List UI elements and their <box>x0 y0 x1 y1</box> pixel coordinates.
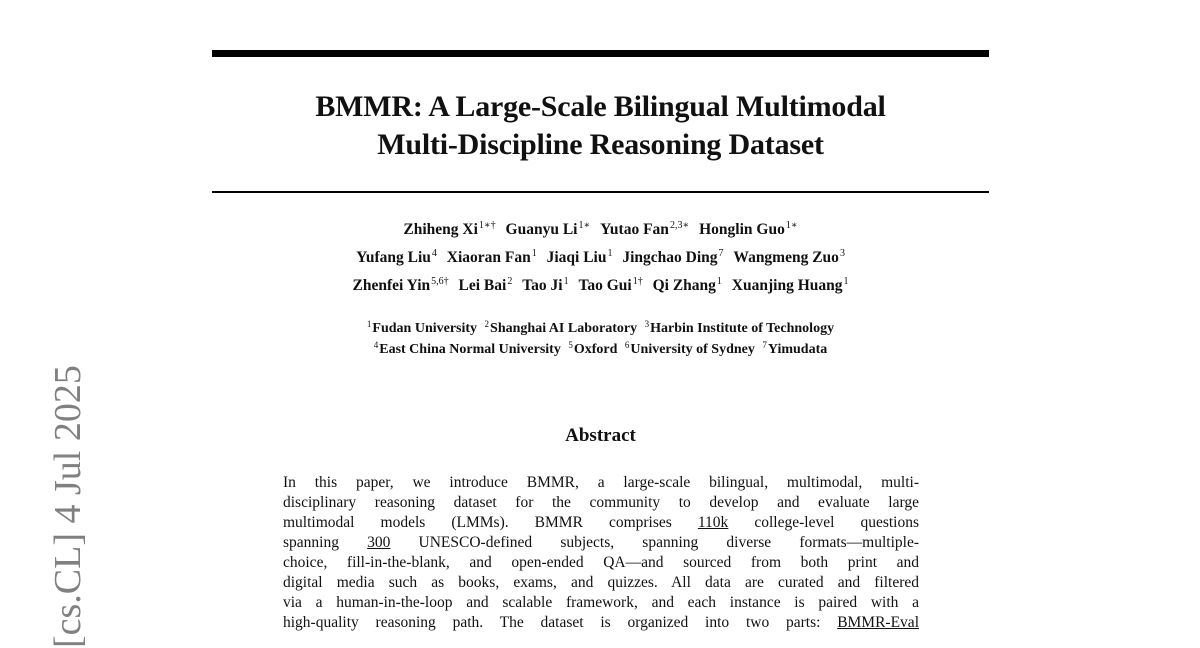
abstract-text: digital media such as books, exams, and quizzes. All data are curated and filtered <box>283 574 919 591</box>
author-name: Lei Bai <box>458 277 507 294</box>
author <box>622 249 723 266</box>
author-name: Yutao Fan <box>600 221 669 238</box>
arxiv-stamp: [cs.CL] 4 Jul 2025 <box>47 365 89 648</box>
abstract-text: UNESCO-defined subjects, spanning diverse formats—multiple- <box>390 534 919 551</box>
author-name: Jingchao Ding <box>622 249 718 266</box>
author-name: Xuanjing Huang <box>731 277 843 294</box>
affiliation <box>762 342 827 357</box>
author-affiliation-mark: 1∗ <box>578 220 591 231</box>
author-affiliation-mark: 7 <box>718 248 724 259</box>
author <box>600 221 689 238</box>
author <box>356 249 437 266</box>
author <box>732 277 849 294</box>
author-name: Zhiheng Xi <box>403 221 478 238</box>
author <box>403 221 495 238</box>
author <box>447 249 537 266</box>
affiliation-number: 3 <box>644 319 650 329</box>
affiliation-name: Fudan University <box>372 321 478 336</box>
abstract-text: choice, fill-in-the-blank, and open-ended QA—and sourced from both print and <box>283 554 919 571</box>
affiliation-name: Oxford <box>573 342 618 357</box>
author-affiliation-mark: 1 <box>716 276 722 287</box>
abstract-text: In this paper, we introduce BMMR, a large-scale bilingual, multimodal, multi- <box>283 474 919 491</box>
author <box>699 221 798 238</box>
title-line-2: Multi-Discipline Reasoning Dataset <box>377 128 824 161</box>
author-affiliation-mark: 1† <box>632 276 643 287</box>
author-affiliation-mark: 1 <box>563 276 569 287</box>
abstract-line <box>283 573 919 593</box>
title-line-1: BMMR: A Large-Scale Bilingual Multimodal <box>315 90 886 123</box>
author-affiliation-mark: 2,3∗ <box>669 220 690 231</box>
abstract-body <box>283 473 919 633</box>
abstract-heading: Abstract <box>565 425 636 446</box>
abstract-line <box>283 513 919 533</box>
author-name: Xiaoran Fan <box>446 249 531 266</box>
author-list <box>212 216 989 300</box>
author-affiliation-mark: 1 <box>843 276 849 287</box>
author-name: Tao Gui <box>578 277 632 294</box>
affiliation-name: University of Sydney <box>630 342 755 357</box>
affiliation-number: 5 <box>568 340 573 350</box>
affiliation-line <box>212 318 989 339</box>
abstract-text: disciplinary reasoning dataset for the community to develop and evaluate large <box>283 494 919 511</box>
abstract-line <box>283 593 919 613</box>
abstract-text: college-level questions <box>728 514 920 531</box>
author-name: Guanyu Li <box>505 221 578 238</box>
affiliation <box>568 342 617 357</box>
author-line <box>212 272 989 300</box>
author <box>733 249 845 266</box>
abstract-emphasis: BMMR-Eval <box>837 614 919 631</box>
affiliation <box>625 342 755 357</box>
affiliation-name: Harbin Institute of Technology <box>650 321 835 336</box>
author-name: Zhenfei Yin <box>352 277 431 294</box>
author-affiliation-mark: 1∗† <box>478 220 496 231</box>
abstract-text: via a human-in-the-loop and scalable framework, and each instance is paired with a <box>283 594 919 611</box>
author <box>547 249 613 266</box>
affiliation <box>645 321 834 336</box>
author-name: Wangmeng Zuo <box>733 249 839 266</box>
author-affiliation-mark: 3 <box>839 248 845 259</box>
title-rule <box>212 191 989 193</box>
abstract-emphasis: 300 <box>367 534 391 551</box>
author-name: Honglin Guo <box>699 221 785 238</box>
paper-title <box>212 88 989 164</box>
author-name: Qi Zhang <box>652 277 716 294</box>
affiliation-number: 2 <box>484 319 490 329</box>
affiliation <box>367 321 477 336</box>
abstract-text: high-quality reasoning path. The dataset is organized into two parts: <box>283 614 838 631</box>
abstract-text: spanning <box>283 534 368 551</box>
top-rule <box>212 50 989 57</box>
author-affiliation-mark: 1 <box>531 248 537 259</box>
affiliation-number: 6 <box>624 340 630 350</box>
abstract-emphasis: 110k <box>697 514 729 531</box>
author-line <box>212 216 989 244</box>
author-affiliation-mark: 1∗ <box>785 220 798 231</box>
abstract-line <box>283 493 919 513</box>
author <box>353 277 449 294</box>
author-name: Yufang Liu <box>356 249 431 266</box>
author-line <box>212 244 989 272</box>
abstract-text: multimodal models (LMMs). BMMR comprises <box>283 514 698 531</box>
affiliation-number: 4 <box>373 340 379 350</box>
affiliation <box>374 342 561 357</box>
affiliation-name: Yimudata <box>767 342 828 357</box>
abstract-line <box>283 533 919 553</box>
author <box>578 277 642 294</box>
abstract-line <box>283 553 919 573</box>
affiliation-list <box>212 318 989 360</box>
affiliation-name: Shanghai AI Laboratory <box>490 321 638 336</box>
author-affiliation-mark: 5,6† <box>431 276 449 287</box>
affiliation-name: East China Normal University <box>379 342 561 357</box>
author-affiliation-mark: 1 <box>607 248 613 259</box>
author-affiliation-mark: 2 <box>507 276 513 287</box>
author <box>459 277 513 294</box>
affiliation <box>485 321 638 336</box>
affiliation-line <box>212 339 989 360</box>
author <box>653 277 722 294</box>
author <box>522 277 568 294</box>
author <box>506 221 591 238</box>
affiliation-number: 7 <box>762 340 767 350</box>
affiliation-number: 1 <box>366 319 372 329</box>
author-affiliation-mark: 4 <box>431 248 437 259</box>
abstract-line <box>283 613 919 633</box>
abstract-line <box>283 473 919 493</box>
author-name: Tao Ji <box>522 277 563 294</box>
author-name: Jiaqi Liu <box>546 249 607 266</box>
